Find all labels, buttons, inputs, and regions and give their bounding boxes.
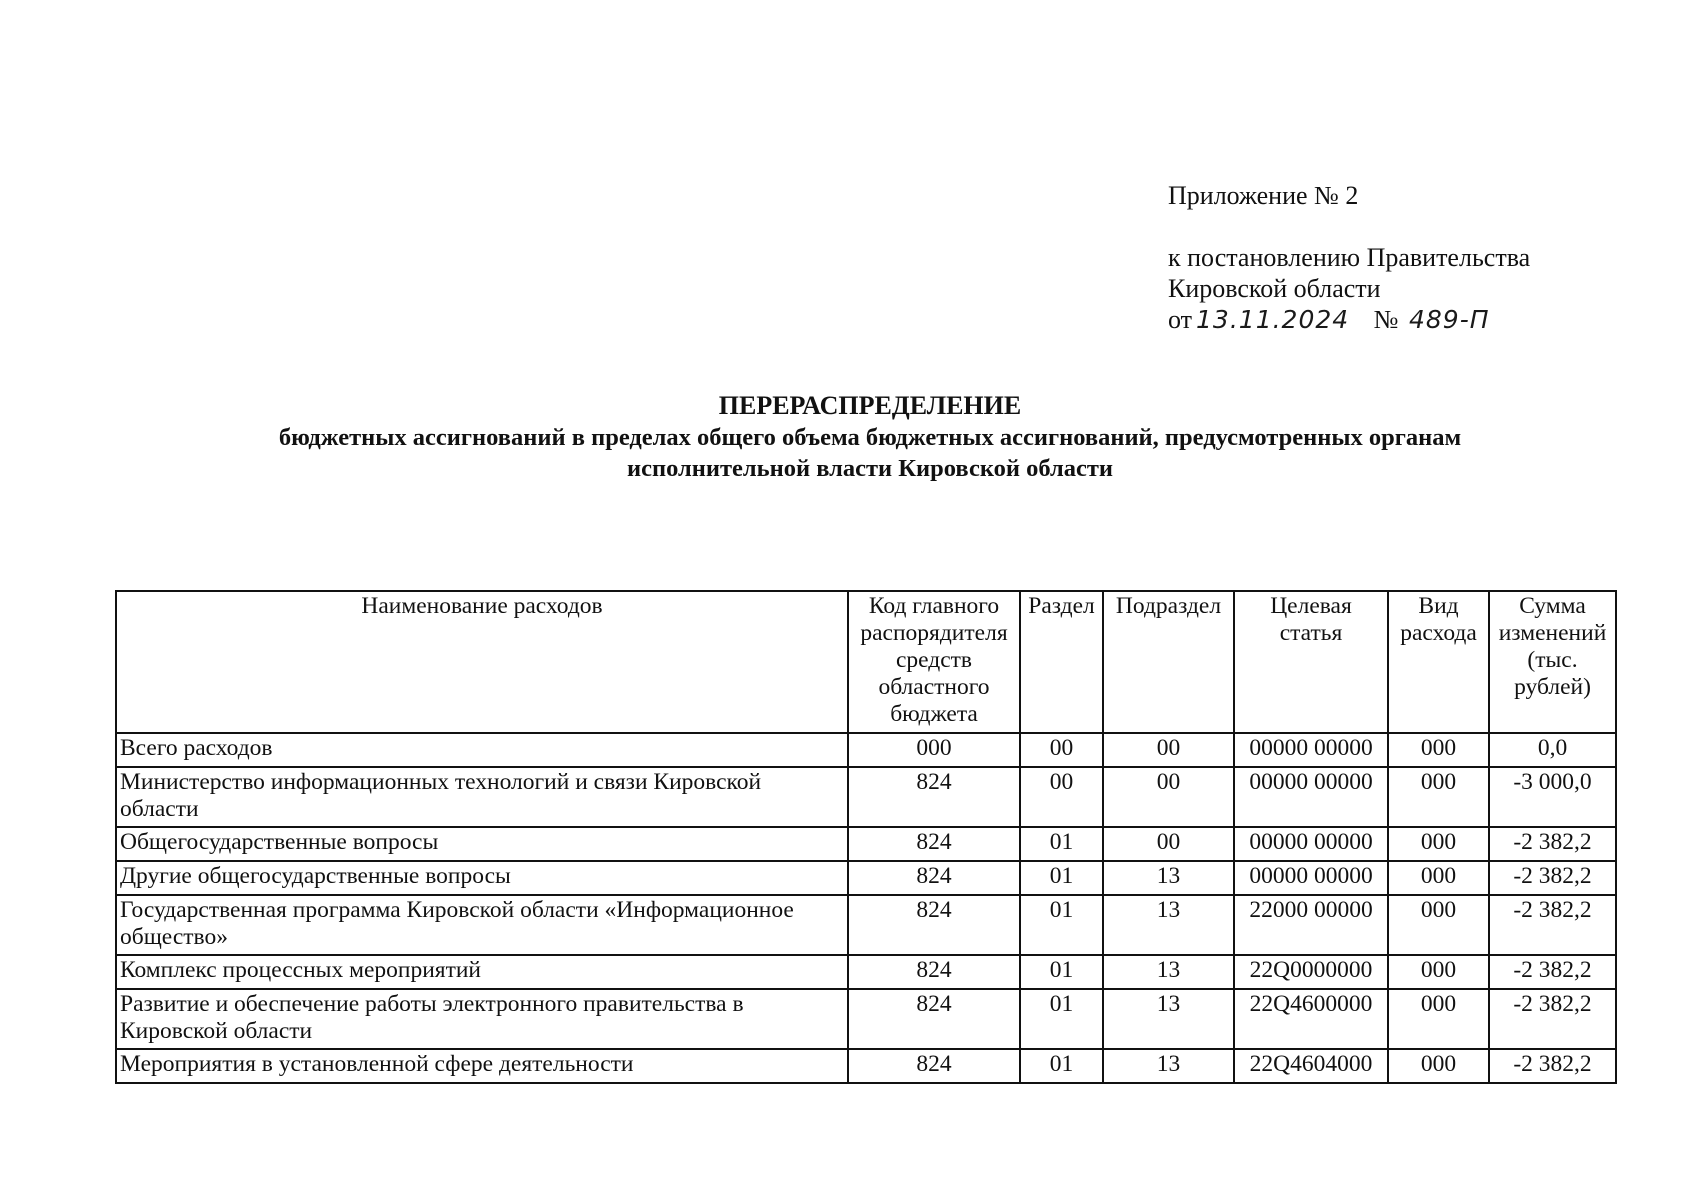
cell-section: 00 [1020,767,1103,827]
cell-sum: -2 382,2 [1489,955,1616,989]
cell-name: Комплекс процессных мероприятий [116,955,848,989]
cell-code: 824 [848,827,1020,861]
decree-date-line [1168,304,1668,335]
cell-subsection: 13 [1103,861,1234,895]
document-subtitle-line2: исполнительной власти Кировской области [626,455,1114,482]
cell-subsection: 13 [1103,1049,1234,1083]
cell-subsection: 00 [1103,767,1234,827]
table-row [116,767,1616,827]
cell-target: 00000 00000 [1234,827,1388,861]
header-target-article: Целевая статья [1234,591,1388,733]
cell-type: 000 [1388,1049,1489,1083]
table-row [116,895,1616,955]
table-row [116,861,1616,895]
cell-section: 01 [1020,827,1103,861]
decree-reference-line1: к постановлению Правительства [1168,243,1531,272]
header-admin-code: Код главного распорядителя средств областного бюджета [848,591,1020,733]
cell-section: 01 [1020,955,1103,989]
cell-subsection: 00 [1103,827,1234,861]
decree-reference-line2: Кировской области [1168,274,1381,303]
cell-sum: -2 382,2 [1489,861,1616,895]
number-prefix: № [1373,305,1399,334]
handwritten-number: 489-П [1408,305,1490,334]
cell-name: Государственная программа Кировской области «Информационное общество» [116,895,848,955]
cell-name: Развитие и обеспечение работы электронного правительства в Кировской области [116,989,848,1049]
cell-target: 00000 00000 [1234,861,1388,895]
cell-target: 00000 00000 [1234,733,1388,767]
table-row [116,1049,1616,1083]
cell-sum: -2 382,2 [1489,827,1616,861]
header-expense-name: Наименование расходов [116,591,848,733]
cell-sum: -2 382,2 [1489,1049,1616,1083]
cell-code: 824 [848,1049,1020,1083]
table-row [116,733,1616,767]
cell-name: Другие общегосударственные вопросы [116,861,848,895]
appendix-number: Приложение № 2 [1168,181,1359,210]
cell-section: 01 [1020,895,1103,955]
cell-target: 22Q4600000 [1234,989,1388,1049]
document-subtitle-line1: бюджетных ассигнований в пределах общего объема бюджетных ассигнований, предусмотренных органам [278,424,1462,451]
cell-type: 000 [1388,989,1489,1049]
cell-target: 22000 00000 [1234,895,1388,955]
cell-sum: -3 000,0 [1489,767,1616,827]
cell-subsection: 13 [1103,955,1234,989]
table-header-row [116,591,1616,733]
appendix-block [1168,180,1668,335]
cell-section: 01 [1020,989,1103,1049]
cell-code: 824 [848,861,1020,895]
cell-code: 824 [848,895,1020,955]
document-title-block [110,390,1630,484]
cell-name: Всего расходов [116,733,848,767]
spacer [1168,211,1668,242]
cell-code: 824 [848,989,1020,1049]
table-row [116,955,1616,989]
cell-subsection: 13 [1103,895,1234,955]
cell-target: 00000 00000 [1234,767,1388,827]
cell-type: 000 [1388,767,1489,827]
handwritten-date: 13.11.2024 [1196,305,1350,334]
cell-sum: 0,0 [1489,733,1616,767]
cell-target: 22Q4604000 [1234,1049,1388,1083]
cell-target: 22Q0000000 [1234,955,1388,989]
cell-section: 00 [1020,733,1103,767]
cell-sum: -2 382,2 [1489,989,1616,1049]
cell-type: 000 [1388,861,1489,895]
cell-type: 000 [1388,955,1489,989]
cell-name: Мероприятия в установленной сфере деятельности [116,1049,848,1083]
cell-sum: -2 382,2 [1489,895,1616,955]
header-expense-type: Вид расхода [1388,591,1489,733]
header-section: Раздел [1020,591,1103,733]
header-change-sum: Сумма изменений (тыс. рублей) [1489,591,1616,733]
table-row [116,827,1616,861]
date-prefix: от [1168,305,1193,334]
header-subsection: Подраздел [1103,591,1234,733]
cell-code: 000 [848,733,1020,767]
budget-table [115,590,1617,1084]
cell-name: Общегосударственные вопросы [116,827,848,861]
cell-type: 000 [1388,895,1489,955]
cell-subsection: 00 [1103,733,1234,767]
cell-section: 01 [1020,1049,1103,1083]
cell-type: 000 [1388,733,1489,767]
cell-subsection: 13 [1103,989,1234,1049]
cell-code: 824 [848,767,1020,827]
cell-type: 000 [1388,827,1489,861]
table-row [116,989,1616,1049]
cell-section: 01 [1020,861,1103,895]
document-title: ПЕРЕРАСПРЕДЕЛЕНИЕ [718,391,1022,420]
cell-name: Министерство информационных технологий и связи Кировской области [116,767,848,827]
cell-code: 824 [848,955,1020,989]
